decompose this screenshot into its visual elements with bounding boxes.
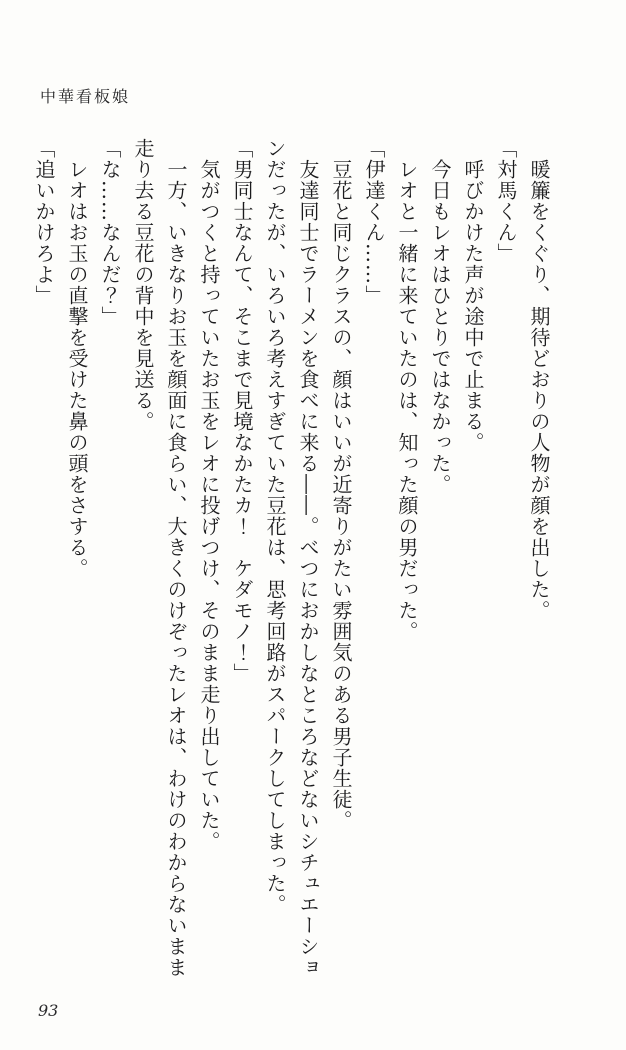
paragraph: 一方、いきなりお玉を顔面に食らい、大きくのけぞったレオは、わけのわからないまま走り去る豆花の背中を見送る。 (131, 138, 188, 978)
paragraph: 「対馬くん」 (494, 138, 518, 264)
paragraph: レオはお玉の直撃を受けた鼻の頭をさする。 (65, 138, 89, 579)
paragraph: 「追いかけろよ」 (32, 138, 56, 306)
paragraph: 「伊達くん……」 (362, 138, 386, 306)
page-number: 93 (38, 1001, 59, 1020)
paragraph: 暖簾をくぐり、期待どおりの人物が顔を出した。 (527, 138, 551, 621)
paragraph: 「男同士なんて、そこまで見境なかたカ！ ケダモノ！」 (230, 138, 254, 684)
body-text (27, 138, 555, 988)
paragraph: レオと一緒に来ていたのは、知った顔の男だった。 (395, 138, 419, 642)
paragraph: 「な……なんだ？」 (98, 138, 122, 327)
paragraph: 今日もレオはひとりではなかった。 (428, 138, 452, 495)
running-header: 中華看板娘 (40, 87, 131, 106)
paragraph: 友達同士でラーメンを食べに来る――。べつにおかしなところなどないシチュエーションだったが、いろいろ考えすぎていた豆花は、思考回路がスパークしてしまった。 (263, 138, 320, 978)
paragraph: 豆花と同じクラスの、顔はいいが近寄りがたい雰囲気のある男子生徒。 (329, 138, 353, 831)
paragraph: 呼びかけた声が途中で止まる。 (461, 138, 485, 453)
paragraph: 気がつくと持っていたお玉をレオに投げつけ、そのまま走り出していた。 (197, 138, 221, 852)
